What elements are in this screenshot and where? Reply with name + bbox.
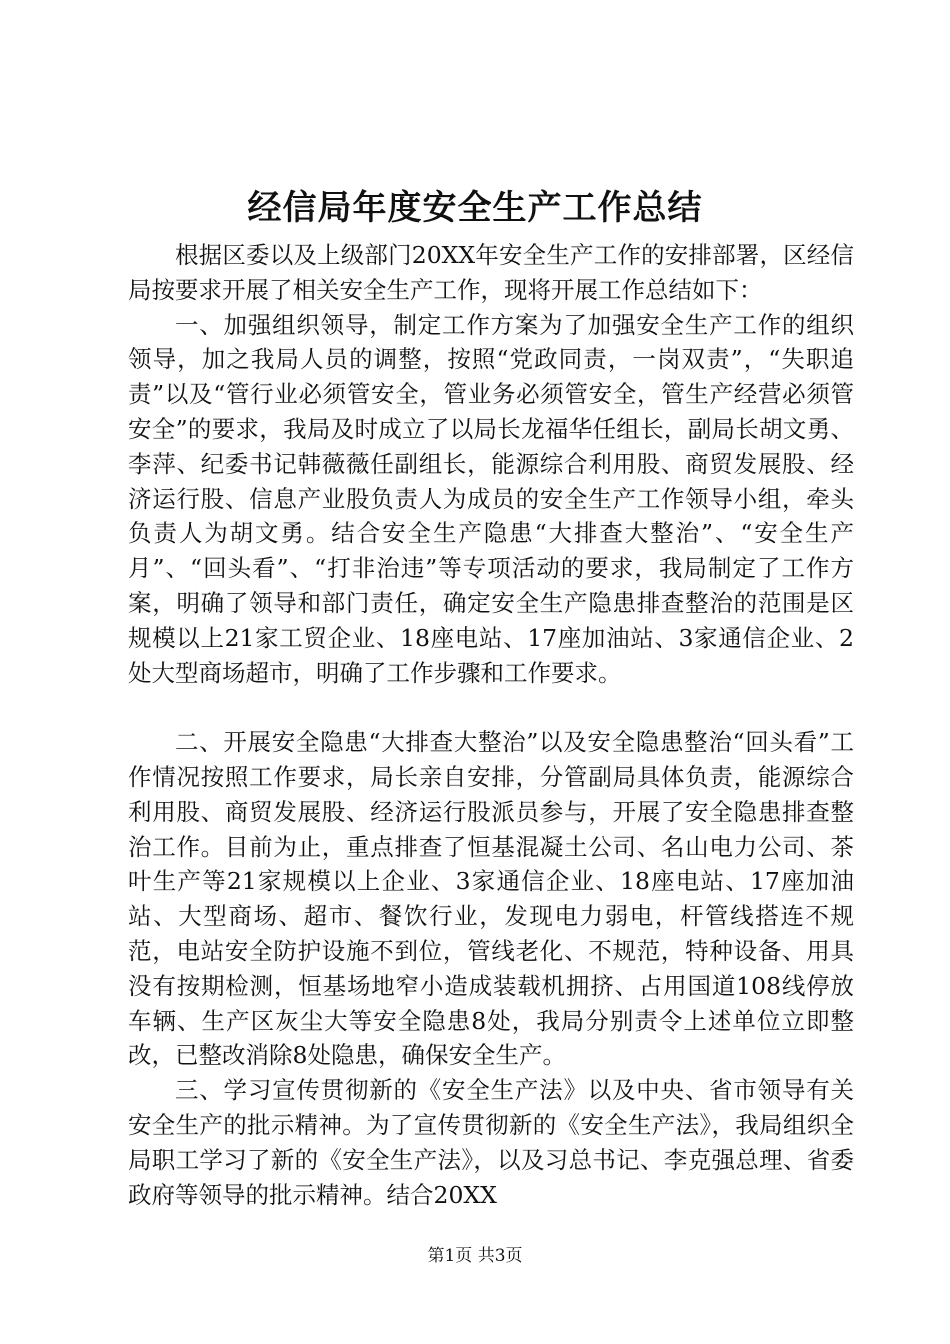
document-body <box>128 238 854 1212</box>
intro-paragraph: 根据区委以及上级部门20XX年安全生产工作的安排部署，区经信局按要求开展了相关安全生产工作，现将开展工作总结如下： <box>128 241 854 304</box>
section-two-paragraph: 二、开展安全隐患“大排查大整治”以及安全隐患整治“回头看”工作情况按照工作要求，局长亲自安排，分管副局具体负责，能源综合利用股、商贸发展股、经济运行股派员参与，开展了安全隐患排查整治工作。目前为止，重点排查了恒基混凝土公司、名山电力公司、茶叶生产等21家规模以上企业、3家通信企业、18座电站、17座加油站、大型商场、超市、餐饮行业，发现电力弱电，杆管线搭连不规范，电站安全防护设施不到位，管线老化、不规范，特种设备、用具没有按期检测，恒基场地窄小造成装载机拥挤、占用国道108线停放车辆、生产区灰尘大等安全隐患8处，我局分别责令上述单位立即整改，已整改消除8处隐患，确保安全生产。 <box>128 728 854 1070</box>
section-one-paragraph: 一、加强组织领导，制定工作方案为了加强安全生产工作的组织领导，加之我局人员的调整，按照“党政同责，一岗双责”，“失职追责”以及“管行业必须管安全，管业务必须管安全，管生产经营必须管安全”的要求，我局及时成立了以局长龙福华任组长，副局长胡文勇、李萍、纪委书记韩薇薇任副组长，能源综合利用股、商贸发展股、经济运行股、信息产业股负责人为成员的安全生产工作领导小组，牵头负责人为胡文勇。结合安全生产隐患“大排查大整治”、“安全生产月”、“回头看”、“打非治违”等专项活动的要求，我局制定了工作方案，明确了领导和部门责任，确定安全生产隐患排查整治的范围是区规模以上21家工贸企业、18座电站、17座加油站、3家通信企业、2处大型商场超市，明确了工作步骤和工作要求。 <box>128 310 854 687</box>
page-footer: 第1页 共3页 <box>427 1246 523 1266</box>
section-three-paragraph: 三、学习宣传贯彻新的《安全生产法》以及中央、省市领导有关安全生产的批示精神。为了宣传贯彻新的《安全生产法》，我局组织全局职工学习了新的《安全生产法》，以及习总书记、李克强总理、省委政府等领导的批示精神。结合20XX <box>128 1076 854 1209</box>
document-title: 经信局年度安全生产工作总结 <box>247 188 703 228</box>
